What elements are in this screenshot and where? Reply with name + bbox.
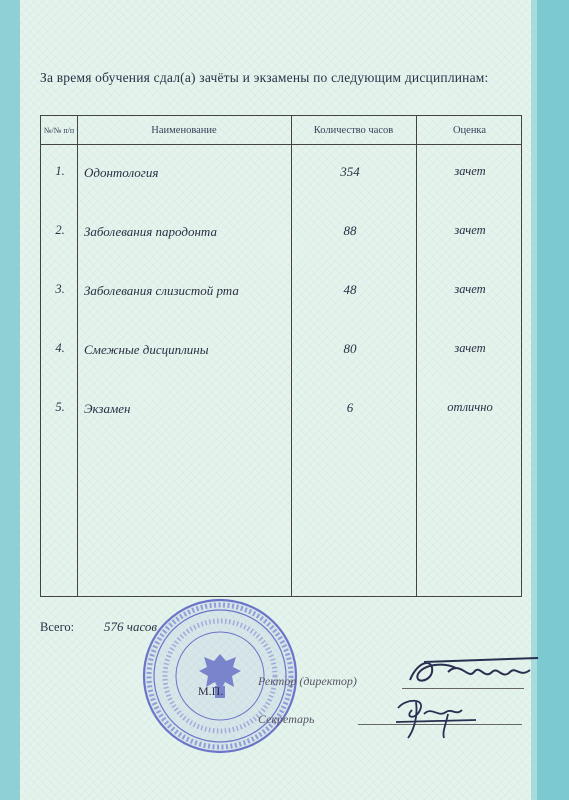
total-value: 576 часов: [104, 619, 158, 634]
row-number: 1.: [55, 164, 65, 178]
header-hours: Количество часов: [313, 124, 394, 136]
discipline-grade: зачет: [454, 341, 486, 355]
header-grade: Оценка: [452, 124, 487, 136]
discipline-grade: зачет: [454, 164, 486, 178]
discipline-name: Одонтология: [84, 165, 159, 180]
discipline-name: Заболевания слизистой рта: [84, 283, 239, 298]
disciplines-table: [40, 115, 522, 597]
discipline-hours: 6: [346, 400, 354, 415]
director-signature-icon: [404, 650, 542, 694]
table-header-divider: [41, 144, 521, 145]
decorative-border-left: [0, 0, 20, 800]
row-number: 3.: [55, 282, 65, 296]
secretary-signature-icon: [386, 692, 486, 740]
table-row: [41, 400, 523, 450]
total-label: Всего:: [40, 620, 75, 634]
table-row: [41, 341, 523, 391]
discipline-hours: 48: [343, 282, 357, 297]
director-label: Ректор (директор): [258, 674, 357, 688]
table-row: [41, 164, 523, 214]
header-name: Наименование: [151, 124, 217, 136]
intro-text: За время обучения сдал(а) зачёты и экзамены по следующим дисциплинам:: [40, 70, 489, 85]
discipline-name: Экзамен: [84, 401, 131, 416]
row-number: 5.: [55, 400, 65, 414]
discipline-hours: 80: [343, 341, 357, 356]
row-number: 2.: [55, 223, 65, 237]
table-row: [41, 282, 523, 332]
total-line: [40, 619, 158, 635]
discipline-name: Смежные дисциплины: [84, 342, 209, 357]
table-row: [41, 223, 523, 273]
row-number: 4.: [55, 341, 65, 355]
stamp-place-label: М.П.: [198, 684, 224, 698]
header-num: №/№ п/п: [43, 125, 75, 135]
discipline-grade: отлично: [447, 400, 493, 414]
discipline-grade: зачет: [454, 223, 486, 237]
discipline-grade: зачет: [454, 282, 486, 296]
secretary-label: Секретарь: [258, 712, 315, 726]
discipline-hours: 354: [340, 164, 360, 179]
discipline-name: Заболевания пародонта: [84, 224, 217, 239]
discipline-hours: 88: [343, 223, 357, 238]
